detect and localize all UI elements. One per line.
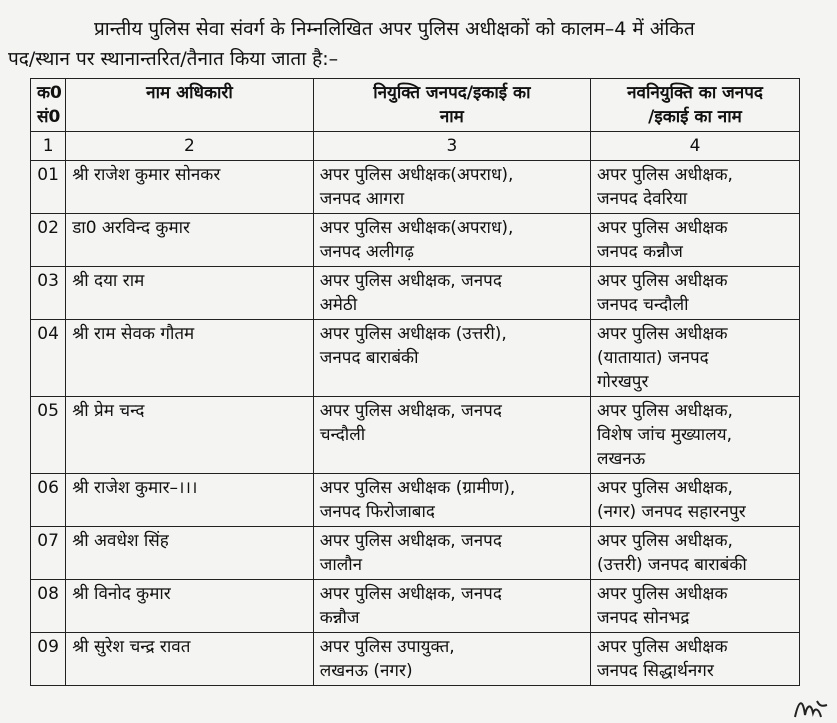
header-officer: नाम अधिकारी xyxy=(66,79,314,132)
serial-cell: 02 xyxy=(31,214,66,267)
officer-name-cell: डा0 अरविन्द कुमार xyxy=(66,214,314,267)
new-posting-cell: अपर पुलिस अधीक्षक जनपद कन्नौज xyxy=(590,214,799,267)
officer-name-cell: श्री सुरेश चन्द्र रावत xyxy=(66,633,314,686)
table-row xyxy=(31,397,800,474)
new-posting-cell: अपर पुलिस अधीक्षक, (उत्तरी) जनपद बाराबंकी xyxy=(590,527,799,580)
serial-cell: 03 xyxy=(31,267,66,320)
current-posting-cell: अपर पुलिस अधीक्षक (ग्रामीण), जनपद फिरोजाबाद xyxy=(313,474,590,527)
new-posting-cell: अपर पुलिस अधीक्षक, जनपद देवरिया xyxy=(590,161,799,214)
signature-mark xyxy=(791,695,831,721)
table-row xyxy=(31,580,800,633)
header-posting: नियुक्ति जनपद/इकाई का नाम xyxy=(313,79,590,132)
new-posting-cell: अपर पुलिस अधीक्षक, विशेष जांच मुख्यालय, लखनऊ xyxy=(590,397,799,474)
header-new-posting: नवनियुक्ति का जनपद /इकाई का नाम xyxy=(590,79,799,132)
officer-name-cell: श्री राजेश कुमार सोनकर xyxy=(66,161,314,214)
new-posting-cell: अपर पुलिस अधीक्षक जनपद चन्दौली xyxy=(590,267,799,320)
officer-name-cell: श्री विनोद कुमार xyxy=(66,580,314,633)
header-serial: क0 सं0 xyxy=(31,79,66,132)
intro-paragraph xyxy=(8,14,828,74)
table-row xyxy=(31,633,800,686)
transfer-table xyxy=(30,78,800,686)
current-posting-cell: अपर पुलिस अधीक्षक, जनपद जालौन xyxy=(313,527,590,580)
new-posting-cell: अपर पुलिस अधीक्षक जनपद सोनभद्र xyxy=(590,580,799,633)
table-row xyxy=(31,474,800,527)
new-posting-cell: अपर पुलिस अधीक्षक, (नगर) जनपद सहारनपुर xyxy=(590,474,799,527)
current-posting-cell: अपर पुलिस अधीक्षक(अपराध), जनपद आगरा xyxy=(313,161,590,214)
current-posting-cell: अपर पुलिस अधीक्षक(अपराध), जनपद अलीगढ़ xyxy=(313,214,590,267)
current-posting-cell: अपर पुलिस अधीक्षक (उत्तरी), जनपद बाराबंकी xyxy=(313,320,590,397)
serial-cell: 07 xyxy=(31,527,66,580)
current-posting-cell: अपर पुलिस अधीक्षक, जनपद कन्नौज xyxy=(313,580,590,633)
officer-name-cell: श्री राजेश कुमार–।।। xyxy=(66,474,314,527)
table-row xyxy=(31,527,800,580)
serial-cell: 09 xyxy=(31,633,66,686)
column-number-row xyxy=(31,132,800,161)
officer-name-cell: श्री दया राम xyxy=(66,267,314,320)
current-posting-cell: अपर पुलिस उपायुक्त, लखनऊ (नगर) xyxy=(313,633,590,686)
header-row xyxy=(31,79,800,132)
current-posting-cell: अपर पुलिस अधीक्षक, जनपद अमेठी xyxy=(313,267,590,320)
intro-line-2: पद/स्थान पर स्थानान्तरित/तैनात किया जाता है:– xyxy=(8,48,339,70)
column-number: 4 xyxy=(590,132,799,161)
table-row xyxy=(31,320,800,397)
current-posting-cell: अपर पुलिस अधीक्षक, जनपद चन्दौली xyxy=(313,397,590,474)
column-number: 3 xyxy=(313,132,590,161)
serial-cell: 05 xyxy=(31,397,66,474)
serial-cell: 04 xyxy=(31,320,66,397)
new-posting-cell: अपर पुलिस अधीक्षक जनपद सिद्धार्थनगर xyxy=(590,633,799,686)
new-posting-cell: अपर पुलिस अधीक्षक (यातायात) जनपद गोरखपुर xyxy=(590,320,799,397)
column-number: 1 xyxy=(31,132,66,161)
intro-line-1: प्रान्तीय पुलिस सेवा संवर्ग के निम्नलिखित अपर पुलिस अधीक्षकों को कालम–4 में अंकित xyxy=(94,18,695,40)
serial-cell: 06 xyxy=(31,474,66,527)
officer-name-cell: श्री अवधेश सिंह xyxy=(66,527,314,580)
table-row xyxy=(31,161,800,214)
serial-cell: 01 xyxy=(31,161,66,214)
table-row xyxy=(31,214,800,267)
table-row xyxy=(31,267,800,320)
officer-name-cell: श्री राम सेवक गौतम xyxy=(66,320,314,397)
column-number: 2 xyxy=(66,132,314,161)
serial-cell: 08 xyxy=(31,580,66,633)
officer-name-cell: श्री प्रेम चन्द xyxy=(66,397,314,474)
